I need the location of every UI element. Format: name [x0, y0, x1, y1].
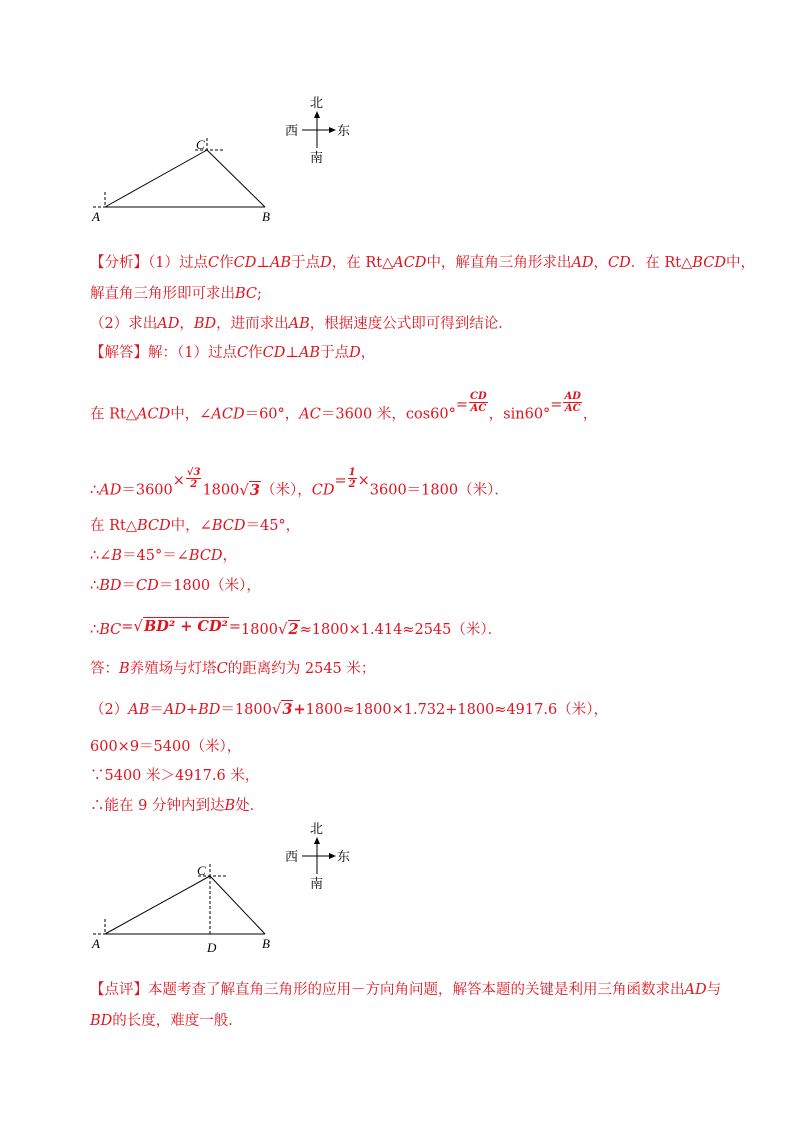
sqrt-2: √2 — [277, 620, 299, 638]
text: 与 — [706, 982, 722, 998]
text: ， — [222, 548, 238, 564]
math-b: B — [119, 661, 130, 677]
label-a: A — [92, 209, 100, 224]
math-cd-perp-ab: CD⊥AB — [233, 255, 292, 271]
text: ＝ — [149, 702, 164, 718]
equals-sign: = — [121, 619, 134, 635]
math-bd: BD — [198, 702, 221, 718]
fraction-denominator: 2 — [190, 479, 198, 490]
times-sign: × — [172, 472, 185, 489]
text: ≈1800×1.414≈2545（米）． — [299, 622, 503, 638]
fraction-cd-over-ac — [469, 391, 488, 414]
math-ad: AD — [163, 702, 186, 718]
figure-triangle-abc-with-altitude — [0, 815, 800, 965]
text: ∴ — [90, 578, 100, 594]
fraction-sqrt3-over-2 — [186, 467, 202, 490]
text: 作 — [219, 255, 234, 271]
text: ＝ — [121, 578, 137, 594]
math-d: D — [349, 345, 361, 361]
text: 在 Rt△ — [90, 518, 138, 534]
text: ＝45°＝∠ — [122, 548, 189, 564]
text: ＝1800（米）， — [158, 578, 261, 594]
math-ad: AD — [157, 316, 180, 332]
solution-line-4 — [90, 516, 300, 536]
fraction-numerator: AD — [564, 391, 581, 402]
equals-sign: = — [334, 472, 347, 489]
text: 3600＝1800（米）． — [369, 482, 509, 499]
label-a: A — [92, 936, 100, 951]
comment-line-1 — [90, 980, 721, 1000]
math-cd: CD — [608, 255, 631, 271]
math-acd: ACD — [211, 406, 245, 423]
math-cd: CD — [311, 482, 335, 499]
compass-icon — [285, 821, 350, 891]
text: 中，解直角三角形求出 — [426, 255, 572, 271]
math-d: D — [320, 255, 332, 271]
math-c: C — [216, 661, 228, 677]
text: 解直角三角形即可求出 — [90, 286, 235, 302]
text: 处． — [235, 798, 265, 814]
text: ， — [593, 255, 609, 271]
segment-ac — [105, 876, 210, 934]
text: 的距离约为 2545 米； — [227, 661, 376, 677]
plus-sign: + — [293, 701, 306, 718]
label-b: B — [262, 936, 270, 951]
solution-line-7 — [90, 619, 502, 640]
compass-west: 西 — [285, 123, 299, 138]
text: 的长度，难度一般． — [112, 1013, 243, 1029]
equals-sign: = — [228, 619, 242, 635]
figure-triangle-abc — [0, 80, 800, 230]
fraction-ad-over-ac — [563, 391, 581, 414]
segment-bc — [207, 150, 265, 207]
fraction-numerator: CD — [470, 391, 487, 402]
text: （2）求出 — [90, 316, 158, 332]
solution-line-11: ∵5400 米＞4917.6 米， — [90, 768, 260, 784]
text: 中， — [725, 255, 755, 271]
compass-east: 东 — [337, 123, 351, 138]
math-bd: BD — [193, 316, 217, 332]
text: ，根据速度公式即可得到结论． — [309, 316, 513, 332]
times-sign: × — [357, 472, 370, 489]
text: 答： — [90, 661, 119, 677]
equals-sign: = — [455, 396, 469, 413]
solution-line-5 — [90, 546, 237, 566]
math-bcd: BCD — [188, 548, 223, 564]
solution-line-6 — [90, 576, 261, 596]
text: 中，∠ — [170, 518, 212, 534]
text: ＝1800 — [220, 702, 272, 718]
text: 1800≈1800×1.732+1800≈4917.6（米）， — [305, 702, 608, 718]
text: + — [185, 702, 199, 718]
segment-ac — [105, 150, 207, 207]
text: 1800 — [202, 482, 240, 499]
math-ab: AB — [128, 702, 150, 718]
text: ＝3600 — [121, 482, 173, 499]
math-c: C — [236, 345, 249, 361]
sqrt-3: √3 — [271, 700, 293, 718]
text: 于点 — [320, 345, 350, 361]
text: ; — [257, 286, 262, 302]
compass-north: 北 — [310, 95, 324, 110]
text: 1800 — [241, 622, 278, 638]
text: ， — [179, 316, 194, 332]
math-ab: AB — [288, 316, 310, 332]
text: 于点 — [291, 255, 321, 271]
solution-line-9 — [90, 699, 608, 720]
sqrt-3: √3 — [239, 480, 260, 499]
fraction-denominator: 2 — [348, 479, 356, 490]
radicand: 2 — [288, 621, 299, 638]
compass-east: 东 — [337, 849, 351, 864]
text: ∴∠ — [90, 548, 112, 564]
radicand: 3 — [282, 701, 293, 718]
fraction-1-over-2 — [348, 467, 357, 490]
compass-north: 北 — [310, 821, 324, 836]
solution-line-3 — [90, 467, 509, 502]
text: ， — [360, 345, 376, 361]
label-c: C — [196, 137, 205, 152]
analysis-line-2 — [90, 284, 262, 304]
solution-line-8 — [90, 659, 375, 679]
solution-line-10: 600×9＝5400（米）， — [90, 739, 242, 755]
compass-west: 西 — [285, 849, 299, 864]
text: ．在 Rt△ — [630, 255, 693, 271]
math-cd: CD — [136, 578, 159, 594]
compass-south: 南 — [310, 150, 324, 165]
comment-tag: 【点评】 — [90, 982, 148, 998]
text: 本题考查了解直角三角形的应用－方向角问题，解答本题的关键是利用三角函数求出 — [148, 982, 685, 998]
solution-line-12 — [90, 796, 264, 816]
text: ，进而求出 — [216, 316, 289, 332]
radicand: 3 — [249, 481, 260, 499]
text: 在 Rt△ — [90, 406, 138, 423]
solution-line-2 — [90, 391, 598, 426]
text: （2） — [90, 702, 129, 718]
fraction-numerator: √3 — [186, 467, 201, 478]
math-ad: AD — [99, 482, 122, 499]
analysis-line-1 — [90, 253, 755, 273]
math-ad: AD — [684, 982, 707, 998]
compass-south: 南 — [310, 876, 324, 891]
solution-line-1 — [90, 343, 375, 363]
comment-line-2 — [90, 1011, 243, 1031]
math-ac: AC — [299, 406, 321, 423]
equals-sign: = — [550, 396, 563, 413]
text: 作 — [248, 345, 263, 361]
label-b: B — [262, 209, 270, 224]
text: ＝45°， — [245, 518, 301, 534]
fraction-denominator: AC — [470, 403, 487, 414]
analysis-line-3 — [90, 314, 513, 334]
math-ad: AD — [571, 255, 594, 271]
label-d: D — [207, 940, 217, 955]
math-bd: BD — [99, 578, 122, 594]
text: 解：（1）过点 — [148, 345, 237, 361]
math-acd: ACD — [137, 406, 171, 423]
text: ， — [582, 406, 598, 423]
sqrt-bd2-cd2: √BD² + CD² — [133, 617, 228, 635]
text: ∴ — [90, 622, 100, 638]
math-bd: BD — [90, 1013, 113, 1029]
math-acd: ACD — [393, 255, 427, 271]
text: 中，∠ — [170, 406, 212, 423]
analysis-tag: 【分析】 — [90, 255, 148, 271]
math-c: C — [207, 255, 220, 271]
text: ，sin60° — [488, 406, 551, 423]
solution-tag: 【解答】 — [90, 345, 148, 361]
text: ∴ — [90, 482, 100, 499]
text: （米）， — [261, 482, 312, 499]
segment-bc — [210, 876, 265, 934]
text: ＝60°， — [244, 406, 300, 423]
math-b: B — [111, 548, 123, 564]
compass-icon — [285, 95, 350, 165]
math-bc: BC — [235, 286, 258, 302]
label-c: C — [197, 863, 206, 878]
radicand: BD² + CD² — [143, 618, 228, 635]
math-b: B — [224, 798, 236, 814]
text: ，在 Rt△ — [331, 255, 394, 271]
text: ∴能在 9 分钟内到达 — [90, 798, 225, 814]
text: （1）过点 — [148, 255, 208, 271]
math-cd-perp-ab: CD⊥AB — [262, 345, 321, 361]
text: ＝3600 米，cos60° — [320, 406, 456, 423]
text: 养殖场与灯塔 — [129, 661, 217, 677]
math-bcd: BCD — [692, 255, 726, 271]
math-bc: BC — [99, 622, 122, 638]
math-bcd: BCD — [137, 518, 171, 534]
fraction-numerator: 1 — [348, 467, 356, 478]
fraction-denominator: AC — [564, 403, 581, 414]
math-bcd: BCD — [211, 518, 246, 534]
